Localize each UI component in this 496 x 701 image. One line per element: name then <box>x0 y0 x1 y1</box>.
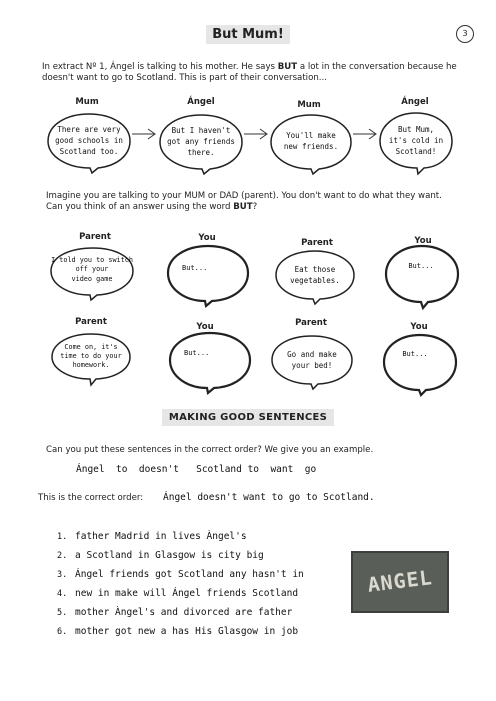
speaker-parent-4: Parent <box>295 318 327 328</box>
speaker-mum-2: Mum <box>297 100 321 110</box>
exercise-bubble-you-3[interactable]: But... <box>168 331 252 393</box>
intro-line-2: doesn't want to go to Scotland. This is part of their conversation... <box>42 73 327 83</box>
speaker-you-4: You <box>410 322 428 332</box>
example-jumbled: Ángel to doesn't Scotland to want go <box>76 464 317 475</box>
page-number: 3 <box>456 25 474 43</box>
exercise-bubble-parent-3: Come on, it's time to do your homework. <box>50 331 132 385</box>
speaker-you-3: You <box>196 322 214 332</box>
chalkboard-image <box>351 551 449 613</box>
exercise-bubble-parent-4: Go and make your bed! <box>270 333 354 389</box>
task-line-1: Imagine you are talking to your MUM or DAD (parent). You don't want to do what they want. <box>46 191 442 201</box>
exercise-bubble-you-2[interactable]: But... <box>384 244 460 308</box>
intro-text <box>42 62 462 84</box>
intro-line-1: In extract Nº 1, Ángel is talking to his mother. He says BUT a lot in the conversation because he <box>42 62 457 72</box>
speech-bubble-mum-2: You'll make new friends. <box>269 112 353 174</box>
speaker-mum-1: Mum <box>75 97 99 107</box>
section-heading: MAKING GOOD SENTENCES <box>0 412 496 423</box>
speech-bubble-mum-1: There are very good schools in Scotland too. <box>46 111 132 173</box>
list-item: 1. father Madrid in lives Àngel's <box>57 531 247 542</box>
arrow-right-icon <box>353 128 379 140</box>
list-item: 6. mother got new a has His Glasgow in job <box>57 626 299 637</box>
speaker-you-1: You <box>198 233 216 243</box>
speech-bubble-angel-1: But I haven't got any friends there. <box>158 112 244 174</box>
list-item: 3. Ángel friends got Scotland any hasn't in <box>57 569 304 580</box>
task-text <box>46 191 466 213</box>
speaker-angel-1: Ángel <box>187 97 215 107</box>
task-line-2: Can you think of an answer using the word BUT? <box>46 202 258 212</box>
correct-order-label: This is the correct order: <box>38 493 144 503</box>
speaker-you-2: You <box>414 236 432 246</box>
exercise-bubble-parent-2: Eat those vegetables. <box>274 248 356 304</box>
list-item: 4. new in make will Ángel friends Scotland <box>57 588 299 599</box>
sentences-question: Can you put these sentences in the correct order? We give you an example. <box>46 445 374 455</box>
exercise-bubble-you-4[interactable]: But... <box>382 333 458 395</box>
list-item: 5. mother Àngel's and divorced are father <box>57 607 293 618</box>
speech-bubble-angel-2: But Mum, it's cold in Scotland! <box>378 110 454 174</box>
exercise-bubble-you-1[interactable]: But... <box>166 244 250 306</box>
exercise-bubble-parent-1: I told you to switch off your video game <box>49 244 135 300</box>
page-title: But Mum! <box>0 27 496 42</box>
chalkboard-text: ANGEL <box>366 565 434 597</box>
speaker-angel-2: Ángel <box>401 97 429 107</box>
list-item: 2. a Scotland in Glasgow is city big <box>57 550 264 561</box>
sentence-list <box>57 527 304 641</box>
speaker-parent-3: Parent <box>75 317 107 327</box>
speaker-parent-2: Parent <box>301 238 333 248</box>
arrow-right-icon <box>132 128 158 140</box>
speaker-parent-1: Parent <box>79 232 111 242</box>
correct-order-answer: Ángel doesn't want to go to Scotland. <box>163 492 375 503</box>
arrow-right-icon <box>244 128 270 140</box>
